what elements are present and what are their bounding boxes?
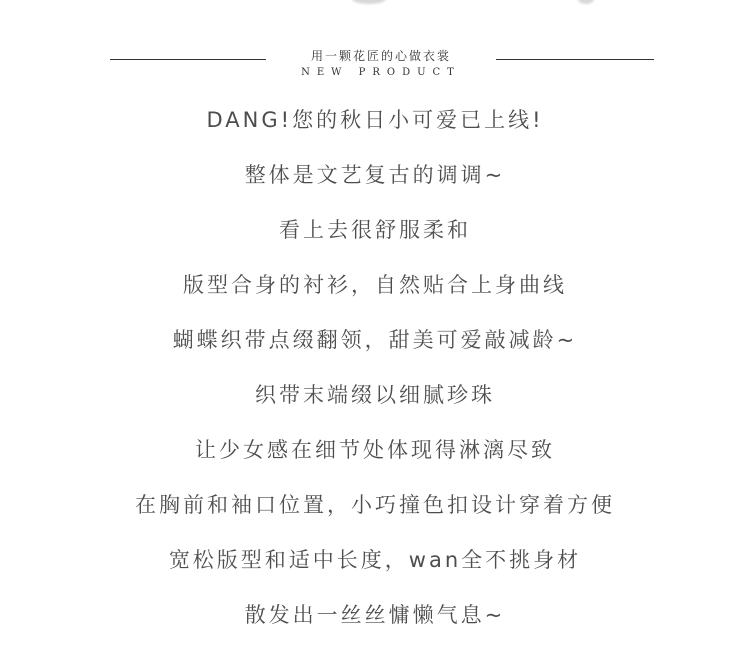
description-line: 蝴蝶织带点缀翻领，甜美可爱敲减龄~ xyxy=(172,328,578,352)
decor-shape-left xyxy=(352,0,386,4)
description-line: 整体是文艺复古的调调~ xyxy=(244,163,506,187)
description-line: 版型合身的衬衫，自然贴合上身曲线 xyxy=(183,273,567,297)
description-line: 散发出一丝丝慵懒气息~ xyxy=(244,603,506,627)
header-title-cn: 用一颗花匠的心做衣裳 xyxy=(310,49,451,63)
description-line: 宽松版型和适中长度，wan全不挑身材 xyxy=(168,548,582,572)
section-header xyxy=(0,44,750,84)
description-line: 看上去很舒服柔和 xyxy=(279,218,471,242)
top-decoration xyxy=(0,0,750,8)
decor-shape-right xyxy=(578,0,594,4)
header-rule-left xyxy=(110,59,266,60)
product-description xyxy=(0,96,750,646)
description-line: DANG!您的秋日小可爱已上线! xyxy=(206,108,544,132)
header-title-en: NEW PRODUCT xyxy=(301,67,461,78)
description-line: 在胸前和袖口位置，小巧撞色扣设计穿着方便 xyxy=(135,493,615,517)
header-rule-right xyxy=(496,59,654,60)
description-line: 让少女感在细节处体现得淋漓尽致 xyxy=(195,438,555,462)
description-line: 织带末端缀以细腻珍珠 xyxy=(255,383,495,407)
